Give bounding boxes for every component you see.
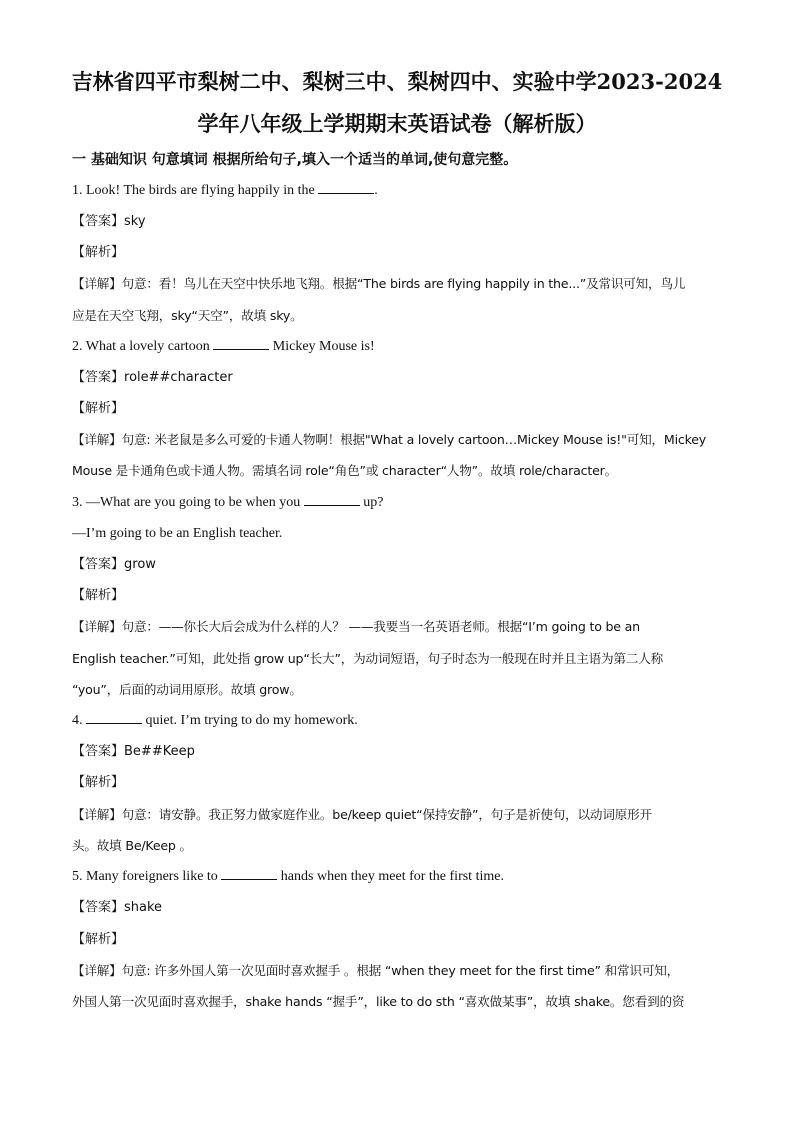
detail-1-line-1 <box>72 274 722 294</box>
answer-blank <box>318 181 374 194</box>
answer-value: role##character <box>124 370 233 385</box>
question-1 <box>72 181 722 201</box>
detail-5-line-2: 外国人第一次见面时喜欢握手，shake hands “握手”，like to do sth “喜欢做某事”，故填 shake。您看到的资 <box>72 994 685 1009</box>
question-3-response: —I’m going to be an English teacher. <box>72 526 283 541</box>
detail-4-line-1 <box>72 805 722 825</box>
answer-label: 【答案】 <box>72 744 125 759</box>
answer-blank <box>221 867 277 880</box>
question-4 <box>72 711 722 731</box>
answer-label: 【答案】 <box>72 557 125 572</box>
question-text: up? <box>359 495 384 510</box>
answer-4 <box>72 742 722 762</box>
question-5 <box>72 867 722 887</box>
analysis-label-5: 【解析】 <box>72 932 125 947</box>
detail-label: 【详解】 <box>72 963 122 978</box>
detail-1-line-2: 应是在天空飞翔，sky“天空”，故填 sky。 <box>72 308 303 323</box>
analysis-label-4: 【解析】 <box>72 775 125 790</box>
analysis-label-2: 【解析】 <box>72 401 125 416</box>
question-text: . <box>374 183 378 198</box>
detail-text: 句意：请安静。我正努力做家庭作业。be/keep quiet“保持安静”，句子是祈使句，以动词原形开 <box>121 807 652 822</box>
document-title-line-1: 吉林省四平市梨树二中、梨树三中、梨树四中、实验中学2023-2024 <box>71 69 723 94</box>
question-text: 1. Look! The birds are flying happily in the <box>72 183 319 198</box>
document-title-line-2: 学年八年级上学期期末英语试卷（解析版） <box>197 111 597 136</box>
answer-value: shake <box>124 900 163 915</box>
question-text: 3. —What are you going to be when you <box>72 495 304 510</box>
detail-label: 【详解】 <box>72 807 122 822</box>
detail-label: 【详解】 <box>72 432 122 447</box>
question-text: 2. What a lovely cartoon <box>72 339 214 354</box>
detail-label: 【详解】 <box>72 619 122 634</box>
answer-label: 【答案】 <box>72 214 125 229</box>
answer-value: grow <box>124 557 156 572</box>
answer-3 <box>72 555 722 575</box>
answer-label: 【答案】 <box>72 370 125 385</box>
question-3 <box>72 493 722 513</box>
question-text: 4. <box>72 713 86 728</box>
detail-text: 句意: 米老鼠是多么可爱的卡通人物啊！根据"What a lovely cartoon…Mickey Mouse is!"可知，Mickey <box>121 432 707 447</box>
detail-2-line-2: Mouse 是卡通角色或卡通人物。需填名词 role“角色”或 character“人物”。故填 role/character。 <box>72 463 617 478</box>
question-2 <box>72 337 722 357</box>
answer-value: sky <box>124 214 146 229</box>
question-text: Mickey Mouse is! <box>269 339 375 354</box>
analysis-label-3: 【解析】 <box>72 588 125 603</box>
answer-blank <box>304 493 360 506</box>
analysis-label-1: 【解析】 <box>72 245 125 260</box>
question-text: 5. Many foreigners like to <box>72 869 222 884</box>
answer-blank <box>86 711 142 724</box>
detail-3-line-1 <box>72 617 722 637</box>
section-heading: 一 基础知识 句意填词 根据所给句子,填入一个适当的单词,使句意完整。 <box>72 152 518 168</box>
answer-1 <box>72 212 722 232</box>
answer-5 <box>72 898 722 918</box>
answer-blank <box>213 337 269 350</box>
detail-text: 句意：看！鸟儿在天空中快乐地飞翔。根据“The birds are flying happily in the...”及常识可知，鸟儿 <box>121 276 686 291</box>
detail-3-line-2: English teacher.”可知，此处指 grow up“长大”，为动词短语，句子时态为一般现在时并且主语为第二人称 <box>72 651 664 666</box>
detail-4-line-2: 头。故填 Be/Keep 。 <box>72 838 192 853</box>
detail-text: 句意: 许多外国人第一次见面时喜欢握手 。根据 “when they meet for the first time” 和常识可知， <box>121 963 680 978</box>
detail-label: 【详解】 <box>72 276 122 291</box>
detail-2-line-1 <box>72 430 722 450</box>
detail-text: 句意：——你长大后会成为什么样的人？ ——我要当一名英语老师。根据“I’m going to be an <box>121 619 640 634</box>
detail-3-line-3: “you”，后面的动词用原形。故填 grow。 <box>72 682 302 697</box>
detail-5-line-1 <box>72 961 722 981</box>
question-text: quiet. I’m trying to do my homework. <box>142 713 358 728</box>
question-text: hands when they meet for the first time. <box>277 869 504 884</box>
answer-value: Be##Keep <box>124 744 195 759</box>
answer-2 <box>72 368 722 388</box>
answer-label: 【答案】 <box>72 900 125 915</box>
